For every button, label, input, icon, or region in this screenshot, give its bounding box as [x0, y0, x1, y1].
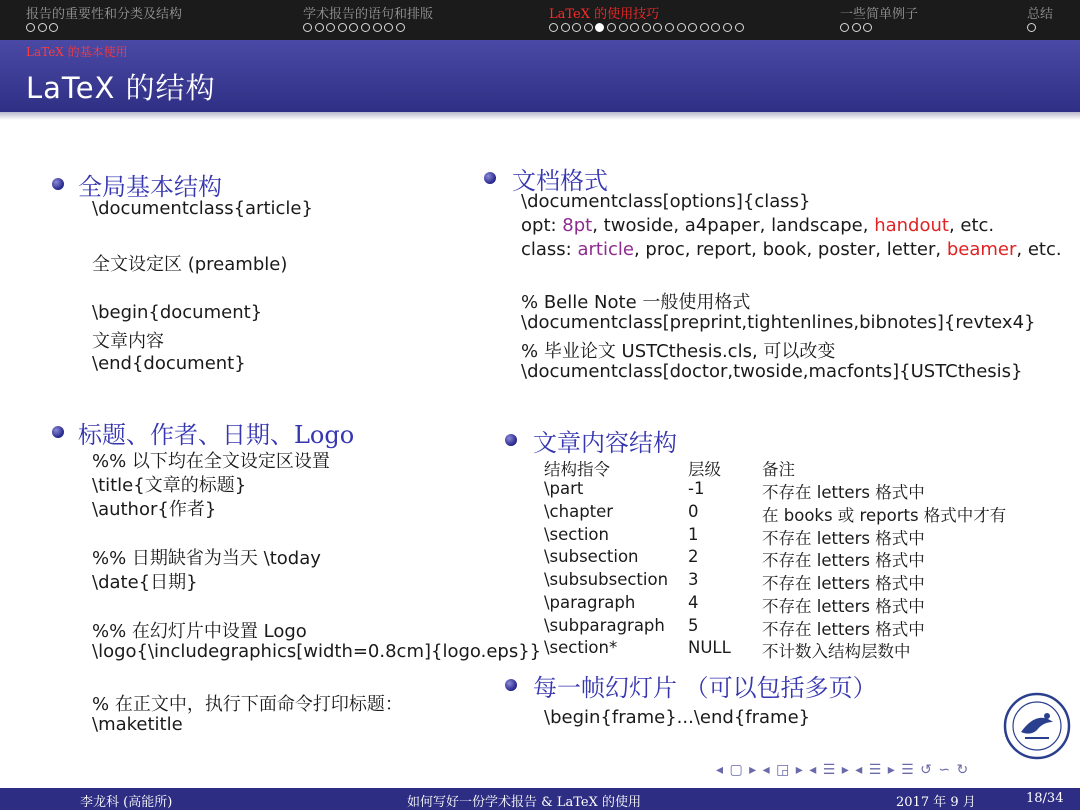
- frame-title-band: [0, 40, 1080, 112]
- nav-frame-dot[interactable]: [607, 23, 616, 32]
- nav-frame-dot[interactable]: [584, 23, 593, 32]
- nav-section-3[interactable]: LaTeX 的使用技巧: [549, 7, 660, 22]
- table-cell: 不计数入结构层数中: [762, 642, 911, 661]
- table-cell: \chapter: [544, 502, 614, 521]
- section-navigation: [0, 0, 1080, 40]
- bullet-icon: [52, 426, 64, 438]
- nav-frame-dot[interactable]: [653, 23, 662, 32]
- code-line: %% 日期缺省为当天 \today: [92, 548, 321, 569]
- table-cell: 不存在 letters 格式中: [762, 597, 925, 616]
- table-cell: 在 books 或 reports 格式中才有: [762, 506, 1007, 525]
- table-cell: 不存在 letters 格式中: [762, 483, 925, 502]
- nav-frame-dot[interactable]: [384, 23, 393, 32]
- nav-frame-dot[interactable]: [26, 23, 35, 32]
- footer-date: 2017 年 9 月: [896, 795, 976, 810]
- nav-section-2[interactable]: 学术报告的语句和排版: [303, 7, 434, 22]
- bullet-icon: [505, 679, 517, 691]
- nav-frame-dot[interactable]: [396, 23, 405, 32]
- code-line: \documentclass[doctor,twoside,macfonts]{USTCthesis}: [521, 361, 1023, 382]
- table-cell: \section*: [544, 638, 618, 657]
- table-cell: 4: [688, 593, 699, 612]
- opt-end: , etc.: [948, 215, 995, 236]
- code-line: \documentclass[options]{class}: [521, 191, 811, 212]
- nav-frame-dot[interactable]: [677, 23, 686, 32]
- code-line: \date{日期}: [92, 572, 198, 593]
- nav-frame-dot[interactable]: [315, 23, 324, 32]
- table-header: 备注: [762, 460, 795, 479]
- nav-frame-dot[interactable]: [852, 23, 861, 32]
- class-middle: , proc, report, book, poster, letter,: [633, 239, 947, 260]
- table-cell: \subsubsection: [544, 570, 669, 589]
- code-line: \end{document}: [92, 353, 246, 374]
- nav-frame-dot[interactable]: [1027, 23, 1036, 32]
- subsection-label: LaTeX 的基本使用: [26, 45, 128, 59]
- table-cell: 不存在 letters 格式中: [762, 551, 925, 570]
- frame-title: LaTeX 的结构: [26, 71, 216, 105]
- table-cell: \subsection: [544, 547, 639, 566]
- code-line: % 毕业论文 USTCthesis.cls, 可以改变: [521, 341, 836, 362]
- table-cell: 2: [688, 547, 699, 566]
- table-cell: 5: [688, 616, 699, 635]
- nav-frame-dot[interactable]: [561, 23, 570, 32]
- table-cell: 不存在 letters 格式中: [762, 620, 925, 639]
- bullet-icon: [505, 434, 517, 446]
- bullet-icon: [484, 172, 496, 184]
- nav-frame-dot[interactable]: [373, 23, 382, 32]
- footer-band: [0, 788, 1080, 810]
- bullet-icon: [52, 178, 64, 190]
- nav-frame-dot[interactable]: [549, 23, 558, 32]
- opt-highlight-purple: 8pt: [562, 215, 593, 236]
- heading-global-structure: 全局基本结构: [78, 173, 222, 201]
- heading-document-format: 文档格式: [512, 167, 608, 195]
- class-line: [521, 239, 1062, 260]
- table-cell: 不存在 letters 格式中: [762, 529, 925, 548]
- nav-frame-dot[interactable]: [688, 23, 697, 32]
- code-line: % 在正文中，执行下面命令打印标题：: [92, 694, 403, 715]
- nav-frame-dot[interactable]: [572, 23, 581, 32]
- nav-frame-dot[interactable]: [863, 23, 872, 32]
- nav-frame-dot[interactable]: [349, 23, 358, 32]
- footer-page-number: 18/34: [1026, 791, 1064, 806]
- table-cell: -1: [688, 479, 705, 498]
- nav-section-1[interactable]: 报告的重要性和分类及结构: [26, 7, 183, 22]
- class-end: , etc.: [1016, 239, 1062, 260]
- nav-frame-dot[interactable]: [735, 23, 744, 32]
- table-header: 结构指令: [544, 460, 610, 479]
- nav-frame-dot[interactable]: [303, 23, 312, 32]
- nav-section-4[interactable]: 一些简单例子: [840, 7, 919, 22]
- code-line: 全文设定区 (preamble): [92, 254, 288, 275]
- footer-author: 李龙科 (高能所): [80, 795, 173, 810]
- table-header: 层级: [688, 460, 721, 479]
- nav-frame-dot[interactable]: [338, 23, 347, 32]
- code-line: \maketitle: [92, 714, 183, 735]
- nav-frame-dot[interactable]: [630, 23, 639, 32]
- table-cell: 不存在 letters 格式中: [762, 574, 925, 593]
- code-line: 文章内容: [92, 331, 164, 352]
- heading-title-author: 标题、作者、日期、Logo: [78, 421, 355, 449]
- nav-frame-dot[interactable]: [38, 23, 47, 32]
- table-cell: 0: [688, 502, 699, 521]
- opt-middle: , twoside, a4paper, landscape,: [592, 215, 875, 236]
- options-line: [521, 215, 994, 236]
- nav-frame-dot[interactable]: [326, 23, 335, 32]
- table-cell: \subparagraph: [544, 616, 665, 635]
- nav-frame-dot[interactable]: [361, 23, 370, 32]
- table-cell: \paragraph: [544, 593, 636, 612]
- table-cell: 1: [688, 525, 699, 544]
- nav-frame-dot[interactable]: [723, 23, 732, 32]
- nav-frame-dot[interactable]: [840, 23, 849, 32]
- code-line: \logo{\includegraphics[width=0.8cm]{logo.eps}}: [92, 641, 542, 662]
- class-highlight-purple: article: [577, 239, 634, 260]
- nav-frame-dot[interactable]: [711, 23, 720, 32]
- table-cell: \section: [544, 525, 609, 544]
- nav-frame-dot[interactable]: [700, 23, 709, 32]
- title-shadow: [0, 112, 1080, 120]
- nav-section-5[interactable]: 总结: [1027, 7, 1054, 22]
- nav-frame-dot[interactable]: [642, 23, 651, 32]
- class-prefix: class:: [521, 239, 578, 260]
- opt-highlight-red: handout: [874, 215, 949, 236]
- nav-frame-dot[interactable]: [595, 23, 604, 32]
- footer-title: 如何写好一份学术报告 & LaTeX 的使用: [407, 795, 641, 810]
- nav-frame-dot[interactable]: [49, 23, 58, 32]
- code-line: \title{文章的标题}: [92, 475, 247, 496]
- code-line: \begin{frame}...\end{frame}: [544, 707, 811, 728]
- nav-frame-dot[interactable]: [619, 23, 628, 32]
- heading-content-structure: 文章内容结构: [533, 429, 677, 457]
- university-seal-logo: [1003, 692, 1071, 760]
- code-line: \documentclass{article}: [92, 198, 313, 219]
- code-line: \author{作者}: [92, 499, 217, 520]
- code-line: %% 在幻灯片中设置 Logo: [92, 621, 307, 642]
- table-cell: \part: [544, 479, 584, 498]
- heading-frame: 每一帧幻灯片 （可以包括多页）: [533, 674, 877, 702]
- code-line: \begin{document}: [92, 302, 263, 323]
- code-line: % Belle Note 一般使用格式: [521, 292, 751, 313]
- beamer-navigation-controls[interactable]: ◂ ▢ ▸ ◂ ◲ ▸ ◂ ☰ ▸ ◂ ☰ ▸ ☰ ↺ ∽ ↻: [716, 762, 970, 778]
- code-line: %% 以下均在全文设定区设置: [92, 451, 330, 472]
- table-cell: 3: [688, 570, 699, 589]
- nav-frame-dot[interactable]: [665, 23, 674, 32]
- code-line: \documentclass[preprint,tightenlines,bibnotes]{revtex4}: [521, 312, 1036, 333]
- opt-prefix: opt:: [521, 215, 563, 236]
- class-highlight-red: beamer: [946, 239, 1017, 260]
- table-cell: NULL: [688, 638, 731, 657]
